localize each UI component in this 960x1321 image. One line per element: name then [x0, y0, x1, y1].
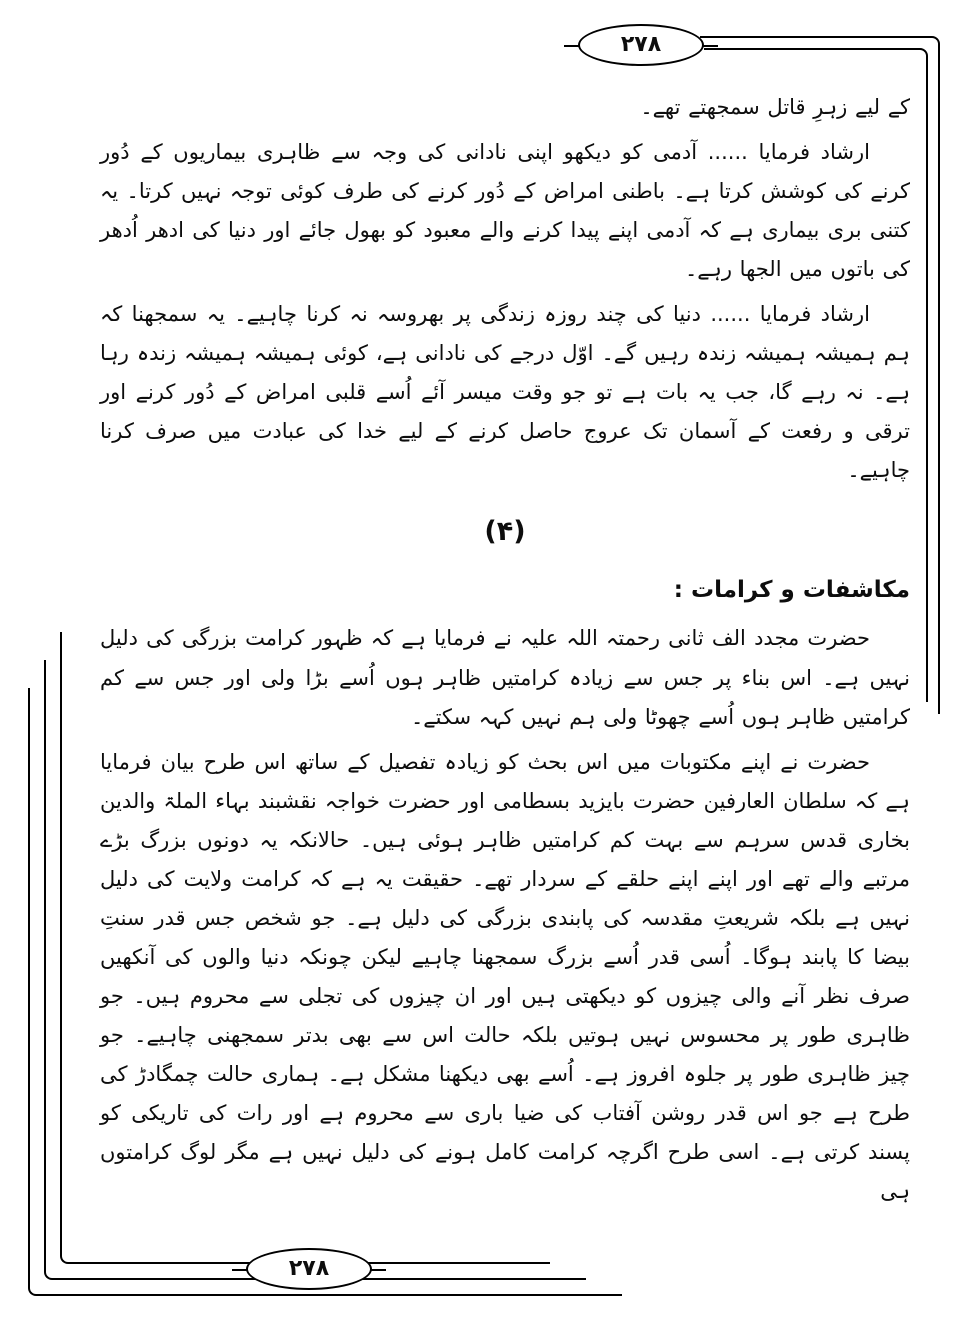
section-heading: مکاشفات و کرامات : — [673, 577, 910, 604]
page-number-cartouche-top — [578, 24, 704, 66]
page-text — [100, 88, 910, 1217]
page-number-bottom: ۲۷۸ — [288, 1256, 330, 1281]
body-paragraph: حضرت مجدد الف ثانی رحمتہ اللہ علیہ نے فرمایا ہے کہ ظہور کرامت بزرگی کی دلیل نہیں ہے۔ اس بناء پر جس سے زیادہ کرامتیں ظاہر ہوں اُسے بڑا ولی اور جس سے کم کرامتیں ظاہر ہوں اُسے چھوٹا ولی ہم نہیں کہہ سکتے۔ — [100, 626, 910, 729]
body-paragraph: ارشاد فرمایا ...... دنیا کی چند روزہ زندگی پر بھروسہ نہ کرنا چاہیے۔ یہ سمجھنا کہ ہم ہمیشہ ہمیشہ زندہ رہیں گے۔ اوّل درجے کی نادانی ہے، کوئی ہمیشہ ہمیشہ زندہ رہا ہے۔ نہ رہے گا، جب یہ بات ہے تو جو وقت میسر آئے اُسے قلبی امراض کے دُور کرنے اور ترقی و رفعت کے آسمان تک عروج حاصل کرنے کے لیے خدا کی عبادت میں صرف کرنا چاہیے۔ — [100, 302, 910, 483]
page-number-cartouche-bottom — [246, 1248, 372, 1290]
body-paragraph-continued: کے لیے زہرِ قاتل سمجھتے تھے۔ — [640, 95, 910, 119]
page-number-top: ۲۷۸ — [620, 32, 662, 57]
section-number: (۴) — [484, 516, 526, 548]
body-paragraph: ارشاد فرمایا ...... آدمی کو دیکھو اپنی نادانی کی وجہ سے ظاہری بیماریوں کے دُور کرنے کی کوشش کرتا ہے۔ باطنی امراض کے دُور کرنے کی طرف کوئی توجہ نہیں کرتا۔ یہ کتنی بری بیماری ہے کہ آدمی اپنے پیدا کرنے والے معبود کو بھول جائے اور دنیا کی ادھر اُدھر کی باتوں میں الجھا رہے۔ — [100, 140, 910, 282]
body-paragraph: حضرت نے اپنے مکتوبات میں اس بحث کو زیادہ تفصیل کے ساتھ اس طرح بیان فرمایا ہے کہ سلطان العارفین حضرت بایزید بسطامی اور حضرت خواجہ نقشبند بہاء الملۃ والدین بخاری قدس سرہم سے بہت کم کرامتیں ظاہر ہوئی ہیں۔ حالانکہ یہ دونوں بزرگ بڑے مرتبے والے تھے اور اپنے اپنے حلقے کے سردار تھے۔ حقیقت یہ ہے کہ کرامت ولایت کی دلیل نہیں ہے بلکہ شریعتِ مقدسہ کی پابندی بزرگی کی دلیل ہے۔ جو شخص جس قدر سنتِ بیضا کا پابند ہوگا۔ اُسی قدر اُسے بزرگ سمجھنا چاہیے لیکن چونکہ دنیا والوں کی آنکھیں صرف نظر آنے والی چیزوں کو دیکھتی ہیں اور ان چیزوں کی تجلی سے محروم ہیں۔ جو ظاہری طور پر محسوس نہیں ہوتیں بلکہ حالت اس سے بھی بدتر سمجھنی چاہیے۔ جو چیز ظاہری طور پر جلوہ افروز ہے۔ اُسے بھی دیکھنا مشکل ہے۔ ہماری حالت چمگادڑ کی طرح ہے جو اس قدر روشن آفتاب کی ضیا باری سے محروم ہے اور رات کی تاریکی کو پسند کرتی ہے۔ اسی طرح اگرچہ کرامت کامل ہونے کی دلیل نہیں ہے مگر لوگ کرامتوں ہی — [100, 749, 910, 1204]
